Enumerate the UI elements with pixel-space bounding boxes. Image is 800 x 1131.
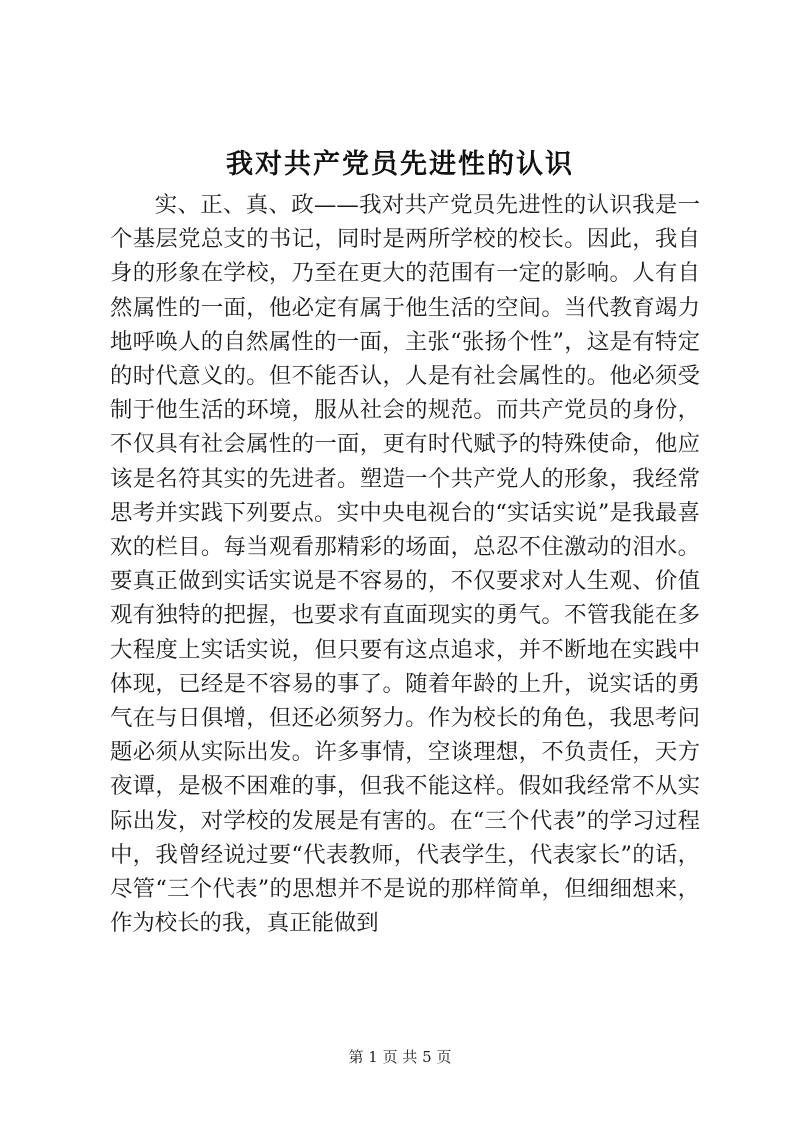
page-footer: 第 1 页 共 5 页 xyxy=(348,1048,452,1066)
body-paragraph: 实、正、真、政——我对共产党员先进性的认识我是一个基层党总支的书记，同时是两所学校的校长。因此，我自身的形象在学校，乃至在更大的范围有一定的影响。人有自然属性的一面，他必定有属于他生活的空间。当代教育竭力地呼唤人的自然属性的一面，主张“张扬个性”，这是有特定的时代意义的。但不能否认，人是有社会属性的。他必须受制于他生活的环境，服从社会的规范。而共产党员的身份，不仅具有社会属性的一面，更有时代赋予的特殊使命，他应该是名符其实的先进者。塑造一个共产党人的形象，我经常思考并实践下列要点。实中央电视台的“实话实说”是我最喜欢的栏目。每当观看那精彩的场面，总忍不住激动的泪水。要真正做到实话实说是不容易的，不仅要求对人生观、价值观有独特的把握，也要求有直面现实的勇气。不管我能在多大程度上实话实说，但只要有这点追求，并不断地在实践中体现，已经是不容易的事了。随着年龄的上升，说实话的勇气在与日俱增，但还必须努力。作为校长的角色，我思考问题必须从实际出发。许多事情，空谈理想，不负责任，天方夜谭，是极不困难的事，但我不能这样。假如我经常不从实际出发，对学校的发展是有害的。在“三个代表”的学习过程中，我曾经说过要“代表教师，代表学生，代表家长”的话，尽管“三个代表”的思想并不是说的那样简单，但细细想来，作为校长的我，真正能做到 xyxy=(110,192,700,937)
page-title: 我对共产党员先进性的认识 xyxy=(226,149,574,180)
